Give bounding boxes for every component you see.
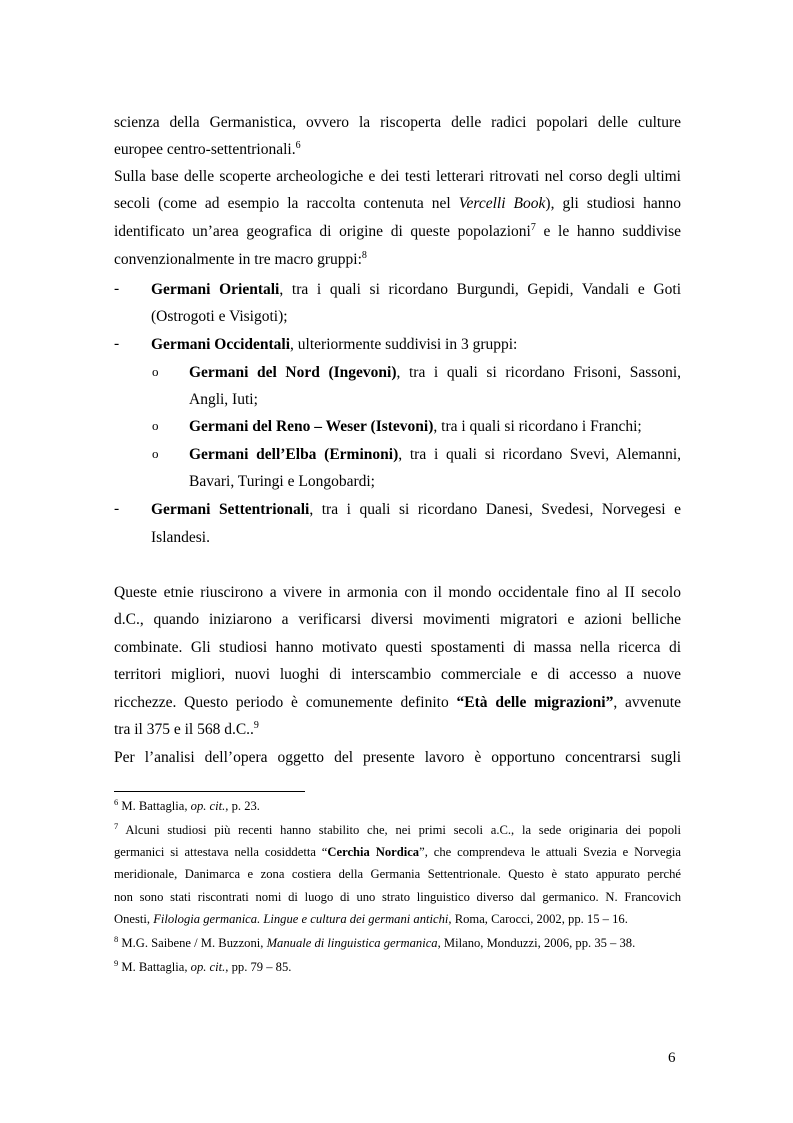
- text-span: Per l’analisi dell’opera oggetto del presente lavoro è opportuno concentrarsi sugli: [114, 749, 681, 766]
- bold-term: “Età delle migrazioni”: [456, 694, 614, 711]
- text-span: secoli (come ad esempio la raccolta contenuta nel: [114, 195, 459, 212]
- text-span: , tra i quali si ricordano Burgundi, Gepidi, Vandali e Goti: [279, 281, 681, 298]
- italic-title: Filologia germanica. Lingue e cultura dei germani antichi: [153, 912, 449, 926]
- text-span: Alcuni studiosi più recenti hanno stabilito che, nei primi secoli a.C., la sede originaria dei popoli: [118, 823, 681, 837]
- text-span: europee centro-settentrionali.: [114, 141, 296, 158]
- text-line: [114, 167, 681, 187]
- footnote-number: 6: [114, 797, 119, 807]
- text-line: [114, 638, 681, 658]
- text-span: d.C., quando iniziarono a verificarsi diversi movimenti migratori e azioni belliche: [114, 611, 681, 628]
- text-line: [114, 610, 681, 630]
- list-item: [151, 500, 681, 520]
- text-span: M. Battaglia,: [118, 799, 191, 813]
- text-span: , Milano, Monduzzi, 2006, pp. 35 – 38.: [437, 936, 636, 950]
- italic-ref: op. cit.: [190, 799, 226, 813]
- text-span: , p. 23.: [225, 799, 260, 813]
- list-item-continuation: [151, 528, 681, 548]
- text-line: [114, 583, 681, 603]
- footnote-number: 9: [114, 958, 119, 968]
- sublist-item-continuation: [189, 472, 681, 492]
- sublist-item: [189, 417, 681, 437]
- sublist-item: [189, 363, 681, 383]
- text-span: ”, che comprendeva le attuali Svezia e Norvegia: [419, 845, 681, 859]
- footnote-7: [114, 822, 681, 838]
- list-dash: -: [114, 335, 120, 352]
- text-span: Onesti,: [114, 912, 154, 926]
- text-line: [114, 222, 681, 242]
- text-span: territori migliori, nuovi luoghi di interscambio commerciale e di accesso a nuove: [114, 666, 681, 683]
- footnote-7-line: [114, 911, 681, 927]
- page-number: 6: [668, 1050, 676, 1066]
- bold-term: Germani Orientali: [151, 281, 280, 298]
- text-span: ricchezze. Questo periodo è comunemente definito: [114, 694, 457, 711]
- text-span: Islandesi.: [151, 529, 210, 546]
- footnote-7-line: [114, 844, 681, 860]
- text-line: [114, 665, 681, 685]
- footnote-6: [114, 798, 681, 814]
- list-item-continuation: [151, 307, 681, 327]
- bold-term: Cerchia Nordica: [327, 845, 420, 859]
- italic-title: Manuale di linguistica germanica: [266, 936, 438, 950]
- sublist-item-continuation: [189, 390, 681, 410]
- list-dash: -: [114, 500, 120, 517]
- text-span: , tra i quali si ricordano Danesi, Svedesi, Norvegesi e: [309, 501, 681, 518]
- list-item: [151, 280, 681, 300]
- list-item: [151, 335, 681, 355]
- footnote-ref[interactable]: 8: [361, 250, 367, 261]
- text-span: M.G. Saibene / M. Buzzoni,: [118, 936, 267, 950]
- text-span: M. Battaglia,: [118, 960, 191, 974]
- bold-term: Germani dell’Elba (Erminoni): [189, 446, 399, 463]
- bold-term: Germani del Nord (Ingevoni): [189, 364, 397, 381]
- sublist-bullet: o: [152, 364, 159, 379]
- text-span: identificato un’area geografica di origine di queste popolazioni: [114, 223, 531, 240]
- text-span: , tra i quali si ricordano Svevi, Alemanni,: [398, 446, 681, 463]
- text-line: [114, 113, 681, 133]
- text-span: , Roma, Carocci, 2002, pp. 15 – 16.: [448, 912, 628, 926]
- text-span: meridionale, Danimarca e zona costiera della Germania Settentrionale. Questo è stato appurato perché: [114, 867, 681, 881]
- text-span: tra il 375 e il 568 d.C..: [114, 721, 254, 738]
- bold-term: Germani Occidentali: [151, 336, 291, 353]
- footnote-ref[interactable]: 6: [295, 140, 301, 151]
- footnote-ref[interactable]: 9: [253, 720, 259, 731]
- text-line: [114, 140, 681, 160]
- bold-term: Germani del Reno – Weser (Istevoni): [189, 418, 434, 435]
- text-span: , tra i quali si ricordano Frisoni, Sassoni,: [396, 364, 682, 381]
- footnote-7-line: [114, 866, 681, 882]
- italic-title: Vercelli Book: [458, 195, 546, 212]
- text-span: Angli, Iuti;: [189, 391, 258, 408]
- text-span: convenzionalmente in tre macro gruppi:: [114, 251, 362, 268]
- text-line: [114, 194, 681, 214]
- text-span: combinate. Gli studiosi hanno motivato questi spostamenti di massa nella ricerca di: [114, 639, 681, 656]
- text-span: Queste etnie riuscirono a vivere in armonia con il mondo occidentale fino al II secolo: [114, 584, 681, 601]
- text-line: [114, 693, 681, 713]
- bold-term: Germani Settentrionali: [151, 501, 310, 518]
- text-line: [114, 720, 681, 740]
- footnote-number: 8: [114, 934, 119, 944]
- text-span: (Ostrogoti e Visigoti);: [151, 308, 288, 325]
- text-span: e le hanno suddivise: [535, 223, 681, 240]
- sublist-bullet: o: [152, 446, 159, 461]
- footnote-ref[interactable]: 7: [530, 222, 536, 233]
- text-span: Bavari, Turingi e Longobardi;: [189, 473, 375, 490]
- sublist-item: [189, 445, 681, 465]
- text-line: [114, 250, 681, 270]
- text-span: , tra i quali si ricordano i Franchi;: [433, 418, 642, 435]
- text-span: , pp. 79 – 85.: [225, 960, 292, 974]
- sublist-bullet: o: [152, 418, 159, 433]
- text-span: Sulla base delle scoperte archeologiche e dei testi letterari ritrovati nel corso degli ultimi: [114, 168, 681, 185]
- list-dash: -: [114, 280, 120, 297]
- text-span: scienza della Germanistica, ovvero la riscoperta delle radici popolari delle culture: [114, 114, 681, 131]
- footnote-9: [114, 959, 681, 975]
- text-span: non sono stati riscontrati nomi di luogo di uno strato linguistico diverso dal germanico. N. Francovich: [114, 890, 681, 904]
- text-span: , ulteriormente suddivisi in 3 gruppi:: [290, 336, 518, 353]
- footnote-7-line: [114, 889, 681, 905]
- italic-ref: op. cit.: [190, 960, 226, 974]
- text-line: [114, 748, 681, 768]
- text-span: germanici si attestava nella cosiddetta “: [114, 845, 328, 859]
- text-span: ), gli studiosi hanno: [545, 195, 681, 212]
- footnote-number: 7: [114, 821, 119, 831]
- footnote-8: [114, 935, 681, 951]
- footnote-separator: [114, 791, 305, 792]
- text-span: , avvenute: [613, 694, 681, 711]
